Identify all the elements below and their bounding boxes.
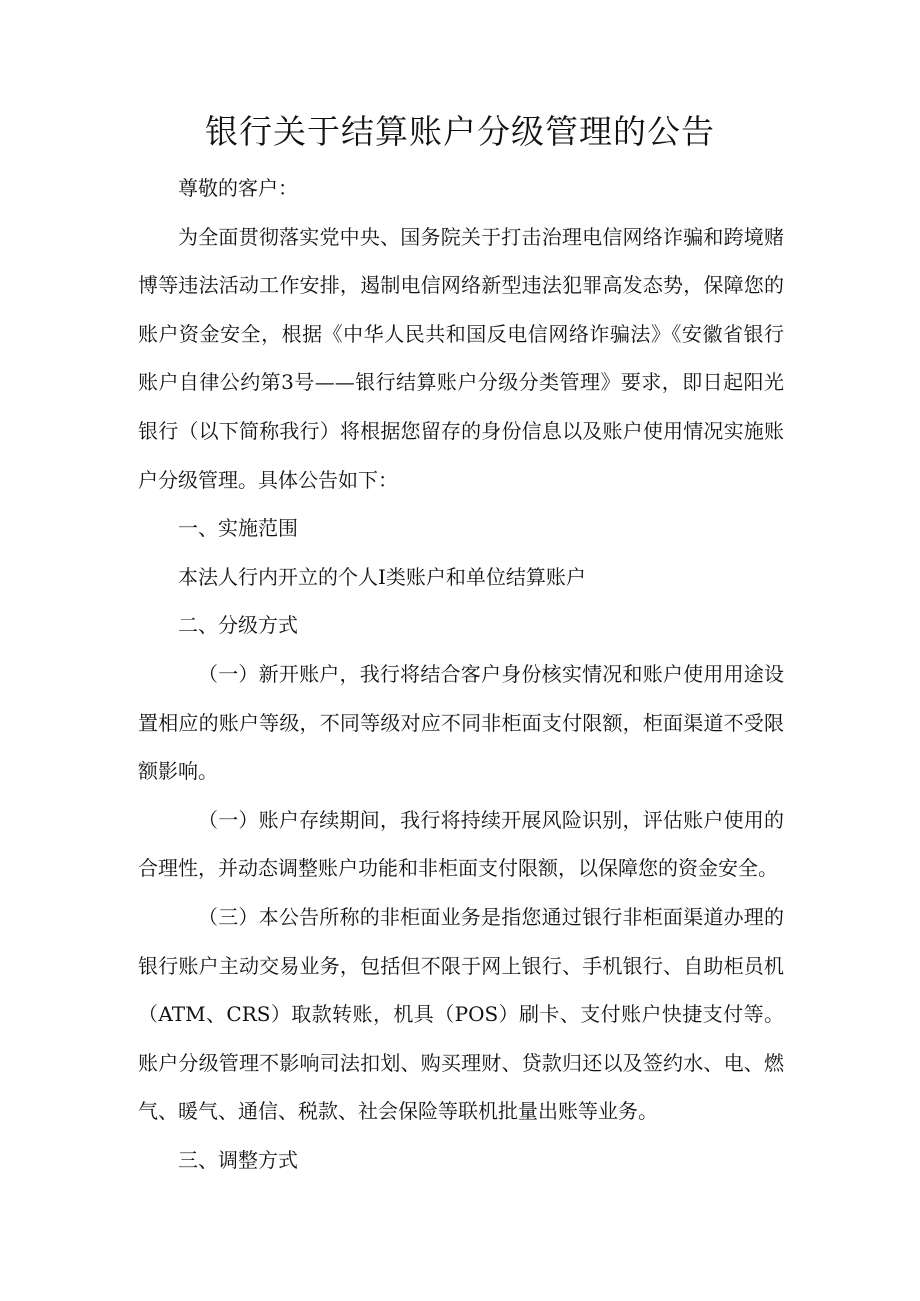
section2-item3: （三）本公告所称的非柜面业务是指您通过银行非柜面渠道办理的银行账户主动交易业务，包括但不限于网上银行、手机银行、自助柜员机（ATM、CRS）取款转账，机具（POS）刷卡、支付账户快捷支付等。账户分级管理不影响司法扣划、购买理财、贷款归还以及签约水、电、燃气、暖气、通信、税款、社会保险等联机批量出账等业务。	[138, 904, 784, 1124]
section3-heading: 三、调整方式	[178, 1147, 298, 1172]
section1-body: 本法人行内开立的个人Ⅰ类账户和单位结算账户	[178, 564, 586, 589]
section2-item2: （一）账户存续期间，我行将持续开展风险识别，评估账户使用的合理性，并动态调整账户功能和非柜面支付限额，以保障您的资金安全。	[138, 807, 784, 881]
document-body	[138, 164, 784, 1184]
greeting: 尊敬的客户：	[178, 176, 298, 200]
section1-heading: 一、实施范围	[178, 516, 298, 541]
intro-paragraph: 为全面贯彻落实党中央、国务院关于打击治理电信网络诈骗和跨境赌博等违法活动工作安排，遏制电信网络新型违法犯罪高发态势，保障您的账户资金安全，根据《中华人民共和国反电信网络诈骗法》《安徽省银行账户自律公约第3号——银行结算账户分级分类管理》要求，即日起阳光银行（以下简称我行）将根据您留存的身份信息以及账户使用情况实施账户分级管理。具体公告如下：	[138, 224, 784, 492]
section2-item1: （一）新开账户，我行将结合客户身份核实情况和账户使用用途设置相应的账户等级，不同等级对应不同非柜面支付限额，柜面渠道不受限额影响。	[138, 661, 784, 784]
document-title: 银行关于结算账户分级管理的公告	[205, 112, 715, 151]
section2-heading: 二、分级方式	[178, 613, 298, 638]
